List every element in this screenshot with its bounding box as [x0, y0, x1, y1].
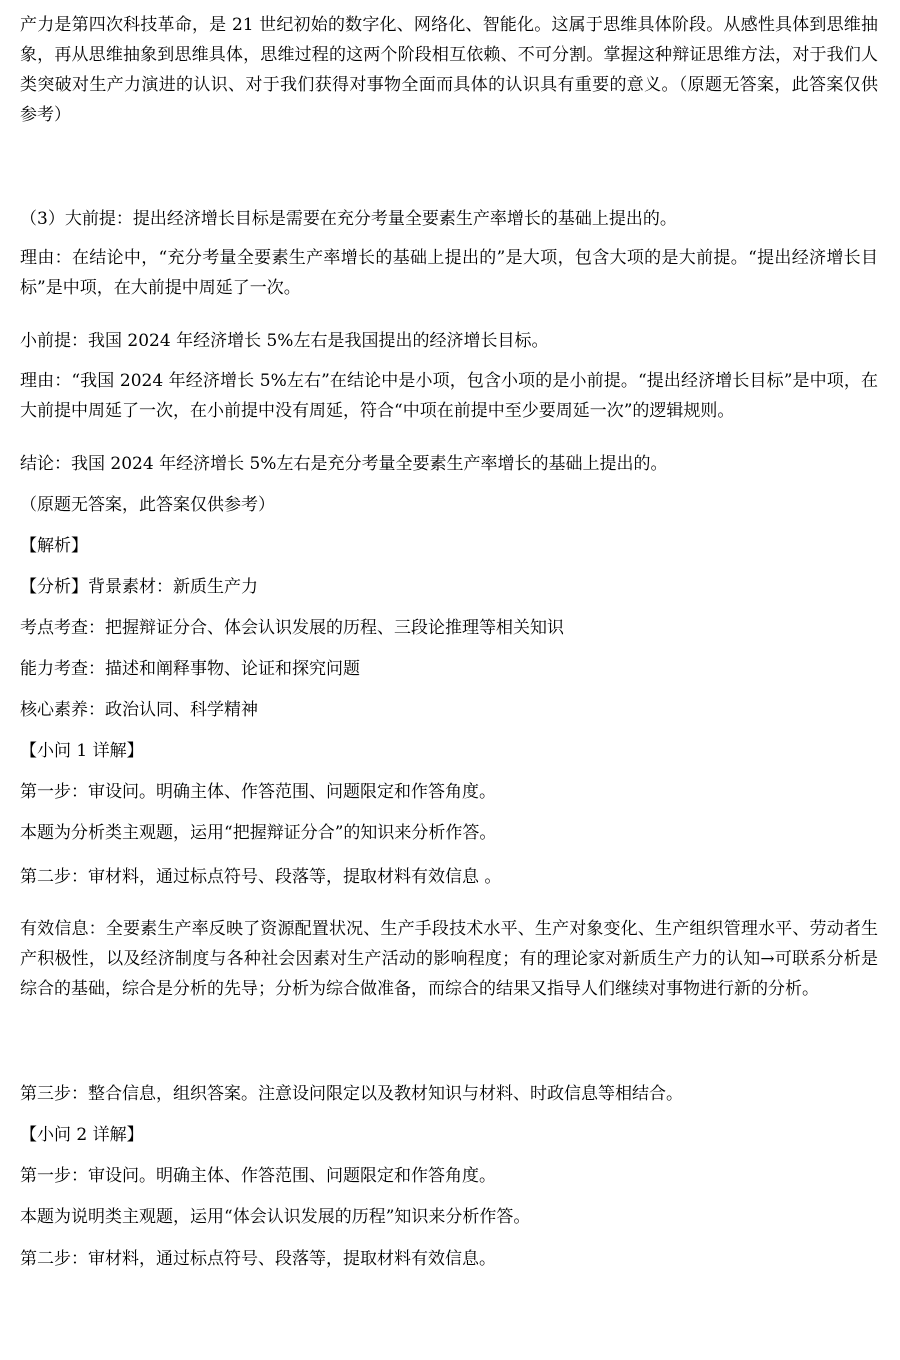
- paragraph-ability: 能力考查：描述和阐释事物、论证和探究问题: [20, 659, 360, 679]
- heading-question-1: 【小问 1 详解】: [20, 741, 144, 761]
- paragraph-q1-step2: 第二步：审材料，通过标点符号、段落等，提取材料有效信息 。: [20, 867, 502, 887]
- paragraph-minor-premise: 小前提：我国 2024 年经济增长 5%左右是我国提出的经济增长目标。: [20, 331, 549, 351]
- paragraph-thinking-method: 产力是第四次科技革命，是 21 世纪初始的数字化、网络化、智能化。这属于思维具体阶段。从感性具体到思维抽象，再从思维抽象到思维具体，思维过程的这两个阶段相互依赖、不可分割。掌握这种辩证思维方法，对于我们人类突破对生产力演进的认识、对于我们获得对事物全面而具体的认识具有重要的意义。（原题无答案，此答案仅供参考）: [20, 15, 878, 125]
- paragraph-q2-step2: 第二步：审材料，通过标点符号、段落等，提取材料有效信息。: [20, 1249, 496, 1269]
- paragraph-conclusion: 结论：我国 2024 年经济增长 5%左右是充分考量全要素生产率增长的基础上提出的。: [20, 454, 668, 474]
- paragraph-q1-step3: 第三步：整合信息，组织答案。注意设问限定以及教材知识与材料、时政信息等相结合。: [20, 1084, 683, 1104]
- paragraph-q2-type: 本题为说明类主观题，运用“体会认识发展的历程”知识来分析作答。: [20, 1207, 531, 1227]
- paragraph-core-literacy: 核心素养：政治认同、科学精神: [20, 700, 258, 720]
- paragraph-major-premise: （3）大前提：提出经济增长目标是需要在充分考量全要素生产率增长的基础上提出的。: [20, 209, 677, 229]
- heading-question-2: 【小问 2 详解】: [20, 1125, 144, 1145]
- paragraph-q1-type: 本题为分析类主观题，运用“把握辩证分合”的知识来分析作答。: [20, 823, 497, 843]
- paragraph-minor-premise-reason: 理由：“我国 2024 年经济增长 5%左右”在结论中是小项，包含小项的是小前提。“提出经济增长目标”是中项，在大前提中周延了一次，在小前提中没有周延，符合“中项在前提中至少要周延一次”的逻辑规则。: [20, 371, 878, 421]
- paragraph-note: （原题无答案，此答案仅供参考）: [20, 495, 275, 515]
- paragraph-background: 【分析】背景素材：新质生产力: [20, 577, 258, 597]
- paragraph-q1-effective-info: 有效信息：全要素生产率反映了资源配置状况、生产手段技术水平、生产对象变化、生产组织管理水平、劳动者生产积极性，以及经济制度与各种社会因素对生产活动的影响程度；有的理论家对新质生产力的认知→可联系分析是综合的基础，综合是分析的先导；分析为综合做准备，而综合的结果又指导人们继续对事物进行新的分析。: [20, 919, 878, 999]
- heading-analysis: 【解析】: [20, 536, 88, 556]
- paragraph-q2-step1: 第一步：审设问。明确主体、作答范围、问题限定和作答角度。: [20, 1166, 496, 1186]
- paragraph-q1-step1: 第一步：审设问。明确主体、作答范围、问题限定和作答角度。: [20, 782, 496, 802]
- paragraph-major-premise-reason: 理由：在结论中，“充分考量全要素生产率增长的基础上提出的”是大项，包含大项的是大前提。“提出经济增长目标”是中项，在大前提中周延了一次。: [20, 248, 878, 298]
- paragraph-knowledge-points: 考点考查：把握辩证分合、体会认识发展的历程、三段论推理等相关知识: [20, 618, 564, 638]
